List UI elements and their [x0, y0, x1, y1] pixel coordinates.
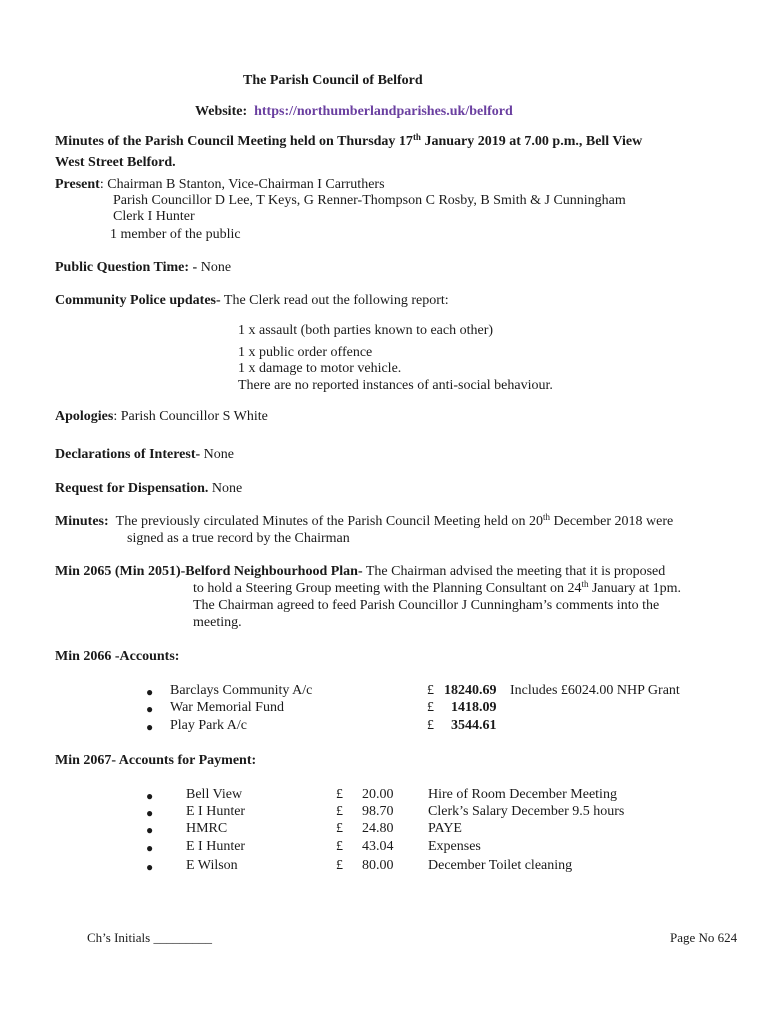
payment-payee-1: Bell View — [186, 787, 243, 802]
declarations-line: Declarations of Interest- None — [55, 447, 234, 462]
council-title: The Parish Council of Belford — [243, 73, 423, 88]
payment-currency-5: £ — [336, 858, 343, 873]
present-line-2: Parish Councillor D Lee, T Keys, G Renner-Thompson C Rosby, B Smith & J Cunningham — [113, 193, 626, 208]
police-item-1: 1 x assault (both parties known to each other) — [238, 323, 494, 338]
account-amount-2: 1418.09 — [451, 700, 497, 715]
account-currency-2: £ — [427, 700, 434, 715]
bullet-icon: ● — [146, 823, 154, 837]
minutes-line-1: Minutes: The previously circulated Minutes of the Parish Council Meeting held on 20th December 2018 were — [55, 512, 674, 529]
account-amount-1: 18240.69 — [444, 683, 497, 698]
bullet-icon: ● — [146, 860, 154, 874]
payment-currency-1: £ — [336, 787, 343, 802]
min2065-line-4: meeting. — [193, 615, 242, 630]
present-line-3: Clerk I Hunter — [113, 209, 195, 224]
payment-amount-2: 98.70 — [362, 804, 394, 819]
chairman-initials: Ch’s Initials _________ — [87, 930, 212, 945]
payment-amount-1: 20.00 — [362, 787, 394, 802]
account-name-1: Barclays Community A/c — [170, 683, 313, 698]
police-heading-line: Community Police updates- The Clerk read out the following report: — [55, 293, 449, 308]
account-currency-3: £ — [427, 718, 434, 733]
bullet-icon: ● — [146, 789, 154, 803]
account-note-1: Includes £6024.00 NHP Grant — [510, 683, 680, 698]
present-label: Present — [55, 177, 100, 192]
police-item-2: 1 x public order offence — [238, 345, 373, 360]
bullet-icon: ● — [146, 702, 154, 716]
payment-payee-5: E Wilson — [186, 858, 238, 873]
payment-payee-3: HMRC — [186, 821, 228, 836]
account-name-2: War Memorial Fund — [170, 700, 284, 715]
payment-amount-4: 43.04 — [362, 839, 394, 854]
minutes-line-2: signed as a true record by the Chairman — [127, 531, 350, 546]
minutes-heading-line2: West Street Belford. — [55, 155, 176, 170]
payment-description-5: December Toilet cleaning — [428, 858, 573, 873]
payment-description-2: Clerk’s Salary December 9.5 hours — [428, 804, 625, 819]
police-item-3: 1 x damage to motor vehicle. — [238, 361, 402, 376]
page-number: Page No 624 — [670, 930, 738, 945]
payment-payee-2: E I Hunter — [186, 804, 246, 819]
present-line-4: 1 member of the public — [110, 227, 241, 242]
min2065-line-2: to hold a Steering Group meeting with the Planning Consultant on 24th January at 1pm. — [193, 579, 682, 596]
police-item-4: There are no reported instances of anti-social behaviour. — [238, 378, 553, 393]
payment-currency-2: £ — [336, 804, 343, 819]
payment-description-1: Hire of Room December Meeting — [428, 787, 617, 802]
min2065-line-3: The Chairman agreed to feed Parish Councillor J Cunningham’s comments into the — [193, 598, 660, 613]
present-line-1: Present: Chairman B Stanton, Vice-Chairman I Carruthers — [55, 177, 385, 192]
payment-amount-5: 80.00 — [362, 858, 394, 873]
website-line — [195, 104, 513, 120]
min2065-line-1: Min 2065 (Min 2051)-Belford Neighbourhood Plan- The Chairman advised the meeting that it is proposed — [55, 564, 666, 579]
payment-description-4: Expenses — [428, 839, 481, 854]
bullet-icon: ● — [146, 685, 154, 699]
website-link[interactable]: https://northumberlandparishes.uk/belford — [254, 104, 513, 119]
account-currency-1: £ — [427, 683, 434, 698]
apologies-line: Apologies: Parish Councillor S White — [55, 409, 268, 424]
public-question-line: Public Question Time: - None — [55, 260, 232, 275]
minutes-heading-line1: Minutes of the Parish Council Meeting held on Thursday 17th January 2019 at 7.00 p.m., Bell View — [55, 132, 643, 149]
payment-payee-4: E I Hunter — [186, 839, 246, 854]
dispensation-line: Request for Dispensation. None — [55, 481, 243, 496]
payment-description-3: PAYE — [428, 821, 462, 836]
website-label: Website: — [195, 104, 248, 119]
accounts-heading: Min 2066 -Accounts: — [55, 649, 180, 664]
account-amount-3: 3544.61 — [451, 718, 497, 733]
account-name-3: Play Park A/c — [170, 718, 247, 733]
bullet-icon: ● — [146, 841, 154, 855]
payment-currency-3: £ — [336, 821, 343, 836]
payments-heading: Min 2067- Accounts for Payment: — [55, 753, 257, 768]
bullet-icon: ● — [146, 720, 154, 734]
bullet-icon: ● — [146, 806, 154, 820]
payment-amount-3: 24.80 — [362, 821, 394, 836]
payment-currency-4: £ — [336, 839, 343, 854]
